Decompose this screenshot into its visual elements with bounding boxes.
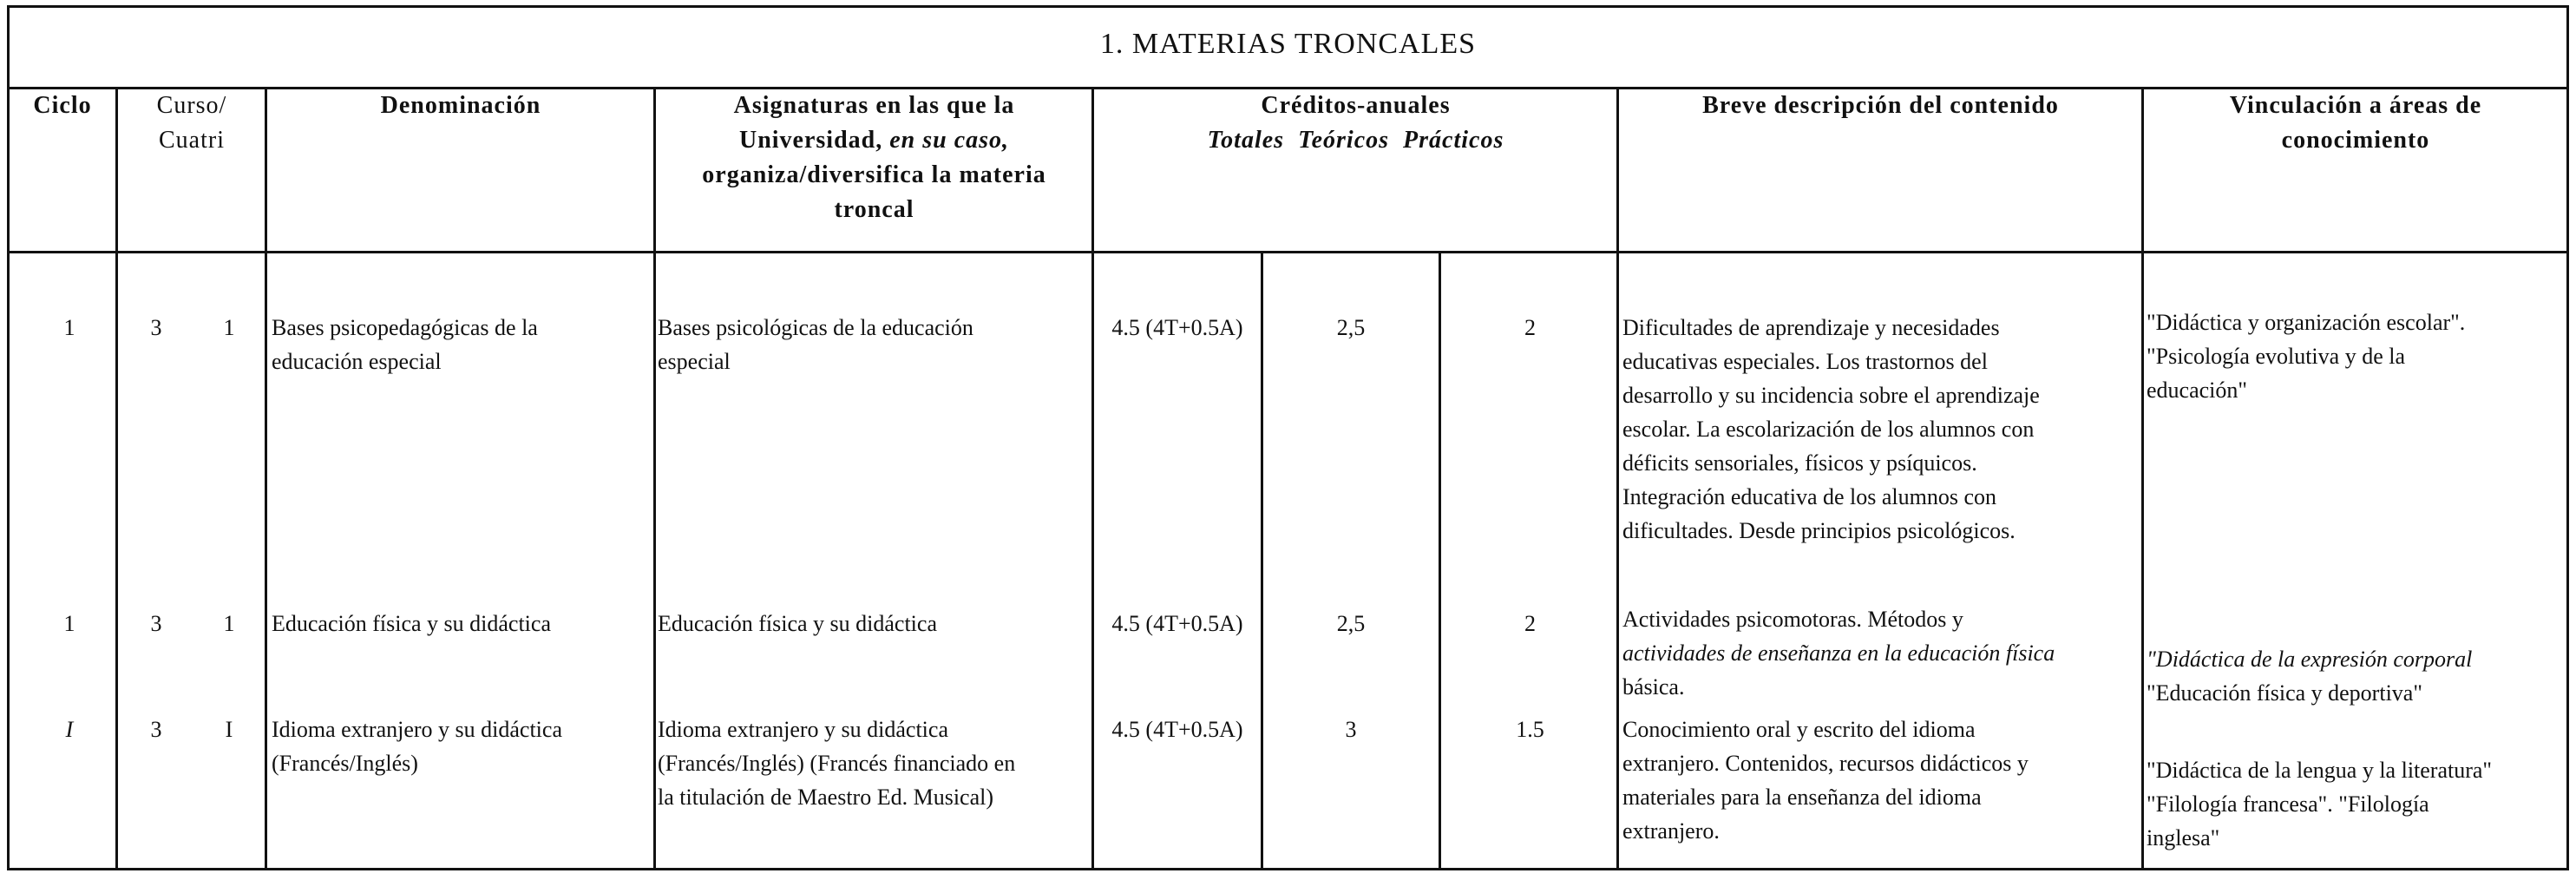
header-practicos: Prácticos [1403, 127, 1504, 154]
text-line: "Didáctica de la expresión corporal [2147, 647, 2473, 672]
header-teoricos: Teóricos [1298, 127, 1390, 154]
rule-top [7, 5, 2569, 8]
header-asignaturas-line3: organiza/diversifica la materia [702, 161, 1046, 188]
cell-vinculacion [2147, 305, 2567, 407]
text-line: Idioma extranjero y su didáctica [658, 717, 948, 742]
header-asignaturas-line4: troncal [834, 196, 914, 223]
cell-practicos: 2 [1524, 611, 1536, 636]
cell-asignaturas [658, 713, 1091, 814]
text-line: extranjero. Contenidos, recursos didácticos y [1622, 751, 2029, 776]
cell-cuatri: 1 [223, 315, 235, 340]
text-line: Actividades psicomotoras. Métodos y [1622, 607, 1963, 632]
header-breve-descripcion: Breve descripción del contenido [1702, 92, 2059, 119]
header-asignaturas-en-su-caso: en su caso, [889, 127, 1010, 154]
cell-practicos: 2 [1524, 315, 1536, 340]
text-line: la titulación de Maestro Ed. Musical) [658, 785, 994, 810]
text-line: "Filología francesa". "Filología [2147, 791, 2429, 817]
header-vinculacion-line1: Vinculación a áreas de [2229, 92, 2482, 119]
header-vinculacion [2144, 89, 2567, 158]
text-line: educación" [2147, 378, 2247, 403]
text-line: básica. [1622, 674, 1685, 699]
text-line: Educación física y su didáctica [272, 611, 551, 636]
cell-denominacion [272, 607, 653, 640]
text-line: Bases psicopedagógicas de la [272, 315, 538, 340]
text-line: especial [658, 349, 731, 374]
header-curso-line2: Cuatri [159, 127, 225, 154]
text-line: "Psicología evolutiva y de la [2147, 344, 2405, 369]
rule-col-6 [1439, 251, 1441, 870]
text-line: educación especial [272, 349, 442, 374]
rule-col-8 [2141, 87, 2144, 870]
cell-ciclo: 1 [63, 315, 75, 340]
cell-asignaturas [658, 607, 1091, 640]
rule-col-5 [1261, 251, 1263, 870]
cell-vinculacion [2147, 753, 2567, 855]
header-creditos-title: Créditos-anuales [1261, 92, 1451, 119]
cell-denominacion [272, 713, 653, 780]
rule-left [7, 5, 10, 870]
header-creditos [1094, 89, 1617, 158]
text-line: Conocimiento oral y escrito del idioma [1622, 717, 1976, 742]
text-line: (Francés/Inglés) [272, 751, 418, 776]
text-line: educativas especiales. Los trastornos del [1622, 349, 1988, 374]
text-line: actividades de enseñanza en la educación física [1622, 640, 2055, 666]
header-asignaturas-universidad: Universidad, [738, 127, 883, 154]
rule-bottom [7, 868, 2569, 870]
header-ciclo: Ciclo [33, 92, 92, 119]
text-line: (Francés/Inglés) (Francés financiado en [658, 751, 1016, 776]
cell-descripcion [1622, 602, 2139, 704]
header-creditos-sub [1094, 123, 1617, 158]
header-asignaturas-line2 [656, 123, 1092, 158]
cell-practicos: 1.5 [1516, 717, 1544, 742]
text-line: déficits sensoriales, físicos y psíquicos. [1622, 450, 1977, 476]
cell-cuatri: I [225, 717, 233, 742]
text-line: escolar. La escolarización de los alumnos con [1622, 417, 2035, 442]
text-line: dificultades. Desde principios psicológicos. [1622, 518, 2016, 543]
cell-teoricos: 2,5 [1336, 611, 1366, 636]
cell-curso: 3 [150, 315, 162, 340]
cell-teoricos: 2,5 [1336, 315, 1366, 340]
text-line: Idioma extranjero y su didáctica [272, 717, 562, 742]
text-line: Educación física y su didáctica [658, 611, 937, 636]
text-line: Integración educativa de los alumnos con [1622, 484, 1997, 509]
text-line: Dificultades de aprendizaje y necesidades [1622, 315, 2000, 340]
cell-descripcion [1622, 311, 2139, 548]
text-line: desarrollo y su incidencia sobre el aprendizaje [1622, 383, 2040, 408]
header-curso-line1: Curso/ [156, 92, 227, 119]
rule-col-1 [115, 87, 118, 870]
table-title: 1. MATERIAS TRONCALES [1099, 28, 1477, 60]
rule-col-2 [265, 87, 267, 870]
cell-totales: 4.5 (4T+0.5A) [1111, 611, 1243, 636]
header-totales: Totales [1207, 127, 1285, 154]
text-line: "Didáctica y organización escolar". [2147, 310, 2466, 335]
header-vinculacion-line2: conocimiento [2281, 127, 2430, 154]
cell-asignaturas [658, 311, 1091, 378]
cell-vinculacion [2147, 642, 2567, 710]
rule-header-bottom [7, 251, 2569, 253]
header-asignaturas-line1: Asignaturas en las que la [733, 92, 1015, 119]
cell-totales: 4.5 (4T+0.5A) [1111, 717, 1243, 742]
text-line: "Educación física y deportiva" [2147, 680, 2422, 706]
cell-curso: 3 [150, 717, 162, 742]
header-asignaturas [656, 89, 1092, 227]
cell-teoricos: 3 [1345, 717, 1357, 742]
cell-ciclo: 1 [63, 611, 75, 636]
cell-ciclo: I [65, 717, 74, 742]
cell-denominacion [272, 311, 653, 378]
rule-col-7 [1616, 87, 1619, 870]
cell-totales: 4.5 (4T+0.5A) [1111, 315, 1243, 340]
text-line: Bases psicológicas de la educación [658, 315, 973, 340]
cell-curso: 3 [150, 611, 162, 636]
text-line: "Didáctica de la lengua y la literatura" [2147, 758, 2493, 783]
text-line: inglesa" [2147, 825, 2220, 850]
text-line: materiales para la enseñanza del idioma [1622, 785, 1982, 810]
text-line: extranjero. [1622, 818, 1720, 844]
cell-descripcion [1622, 713, 2139, 848]
cell-cuatri: 1 [223, 611, 235, 636]
header-curso [118, 89, 265, 158]
header-denominacion: Denominación [380, 92, 541, 119]
